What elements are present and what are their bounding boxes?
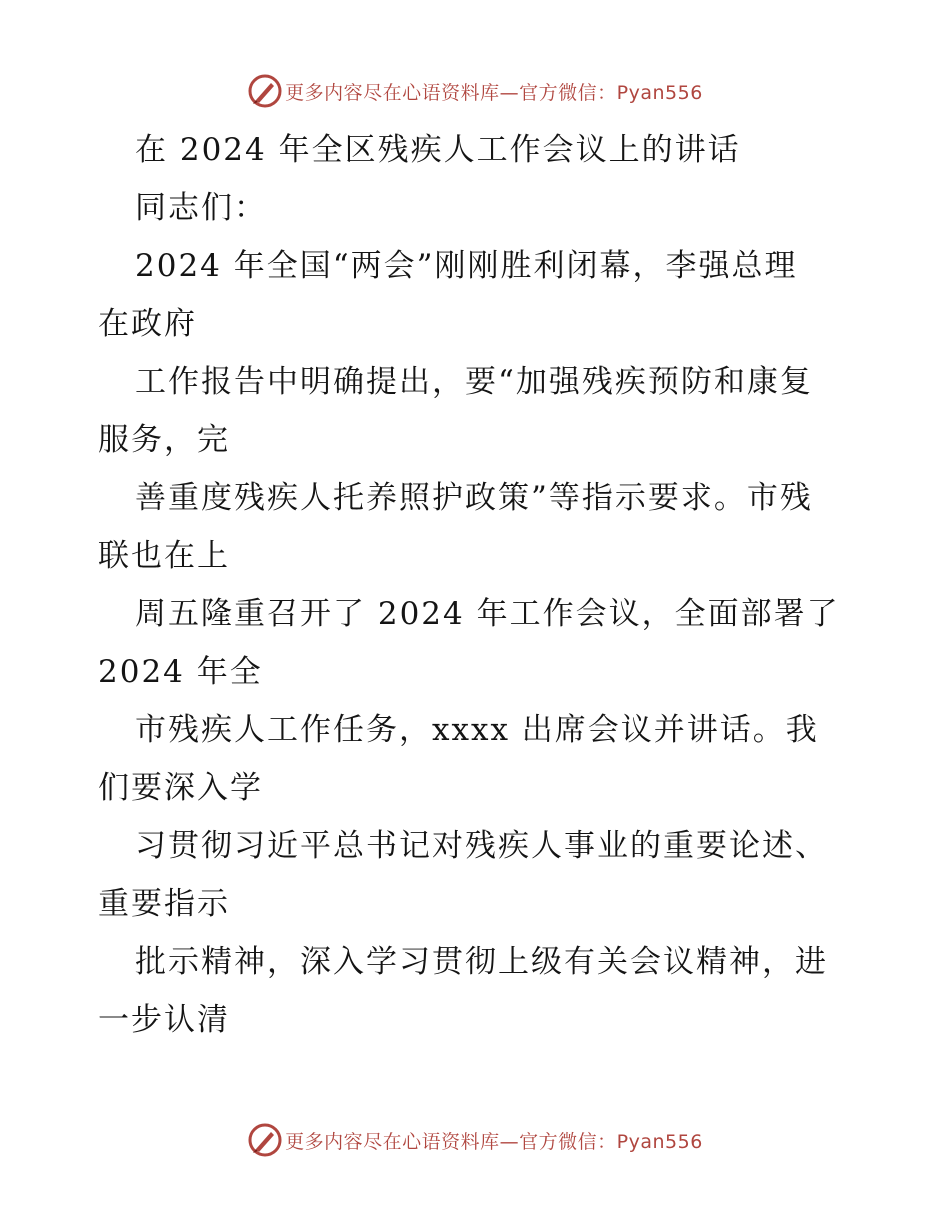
body-line: 周五隆重召开了 2024 年工作会议，全面部署了 (135, 596, 840, 632)
body-line: 习贯彻习近平总书记对残疾人事业的重要论述、 (135, 828, 828, 864)
body-line: 工作报告中明确提出，要“加强残疾预防和康复 (135, 364, 813, 400)
body-line: 2024 年全 (98, 654, 263, 690)
body-line: 批示精神，深入学习贯彻上级有关会议精神，进 (135, 944, 828, 980)
salutation: 同志们： (135, 190, 267, 226)
body-line: 一步认清 (98, 1002, 230, 1038)
header-watermark (0, 69, 950, 113)
watermark-text: 更多内容尽在心语资料库—官方微信：Pyan556 (285, 1130, 703, 1153)
pen-logo-icon (247, 1122, 283, 1158)
pen-logo-icon (247, 73, 283, 109)
body-line: 善重度残疾人托养照护政策”等指示要求。市残 (135, 480, 813, 516)
body-line: 在政府 (98, 306, 197, 342)
watermark-text: 更多内容尽在心语资料库—官方微信：Pyan556 (285, 81, 703, 104)
body-line: 2024 年全国“两会”刚刚胜利闭幕，李强总理 (135, 248, 798, 284)
body-line: 联也在上 (98, 538, 230, 574)
body-line: 市残疾人工作任务，xxxx 出席会议并讲话。我 (135, 712, 819, 748)
document-title: 在 2024 年全区残疾人工作会议上的讲话 (135, 132, 741, 168)
body-line: 重要指示 (98, 886, 230, 922)
document-body (98, 121, 858, 1049)
footer-watermark (0, 1118, 950, 1162)
body-line: 们要深入学 (98, 770, 263, 806)
body-line: 服务，完 (98, 422, 230, 458)
